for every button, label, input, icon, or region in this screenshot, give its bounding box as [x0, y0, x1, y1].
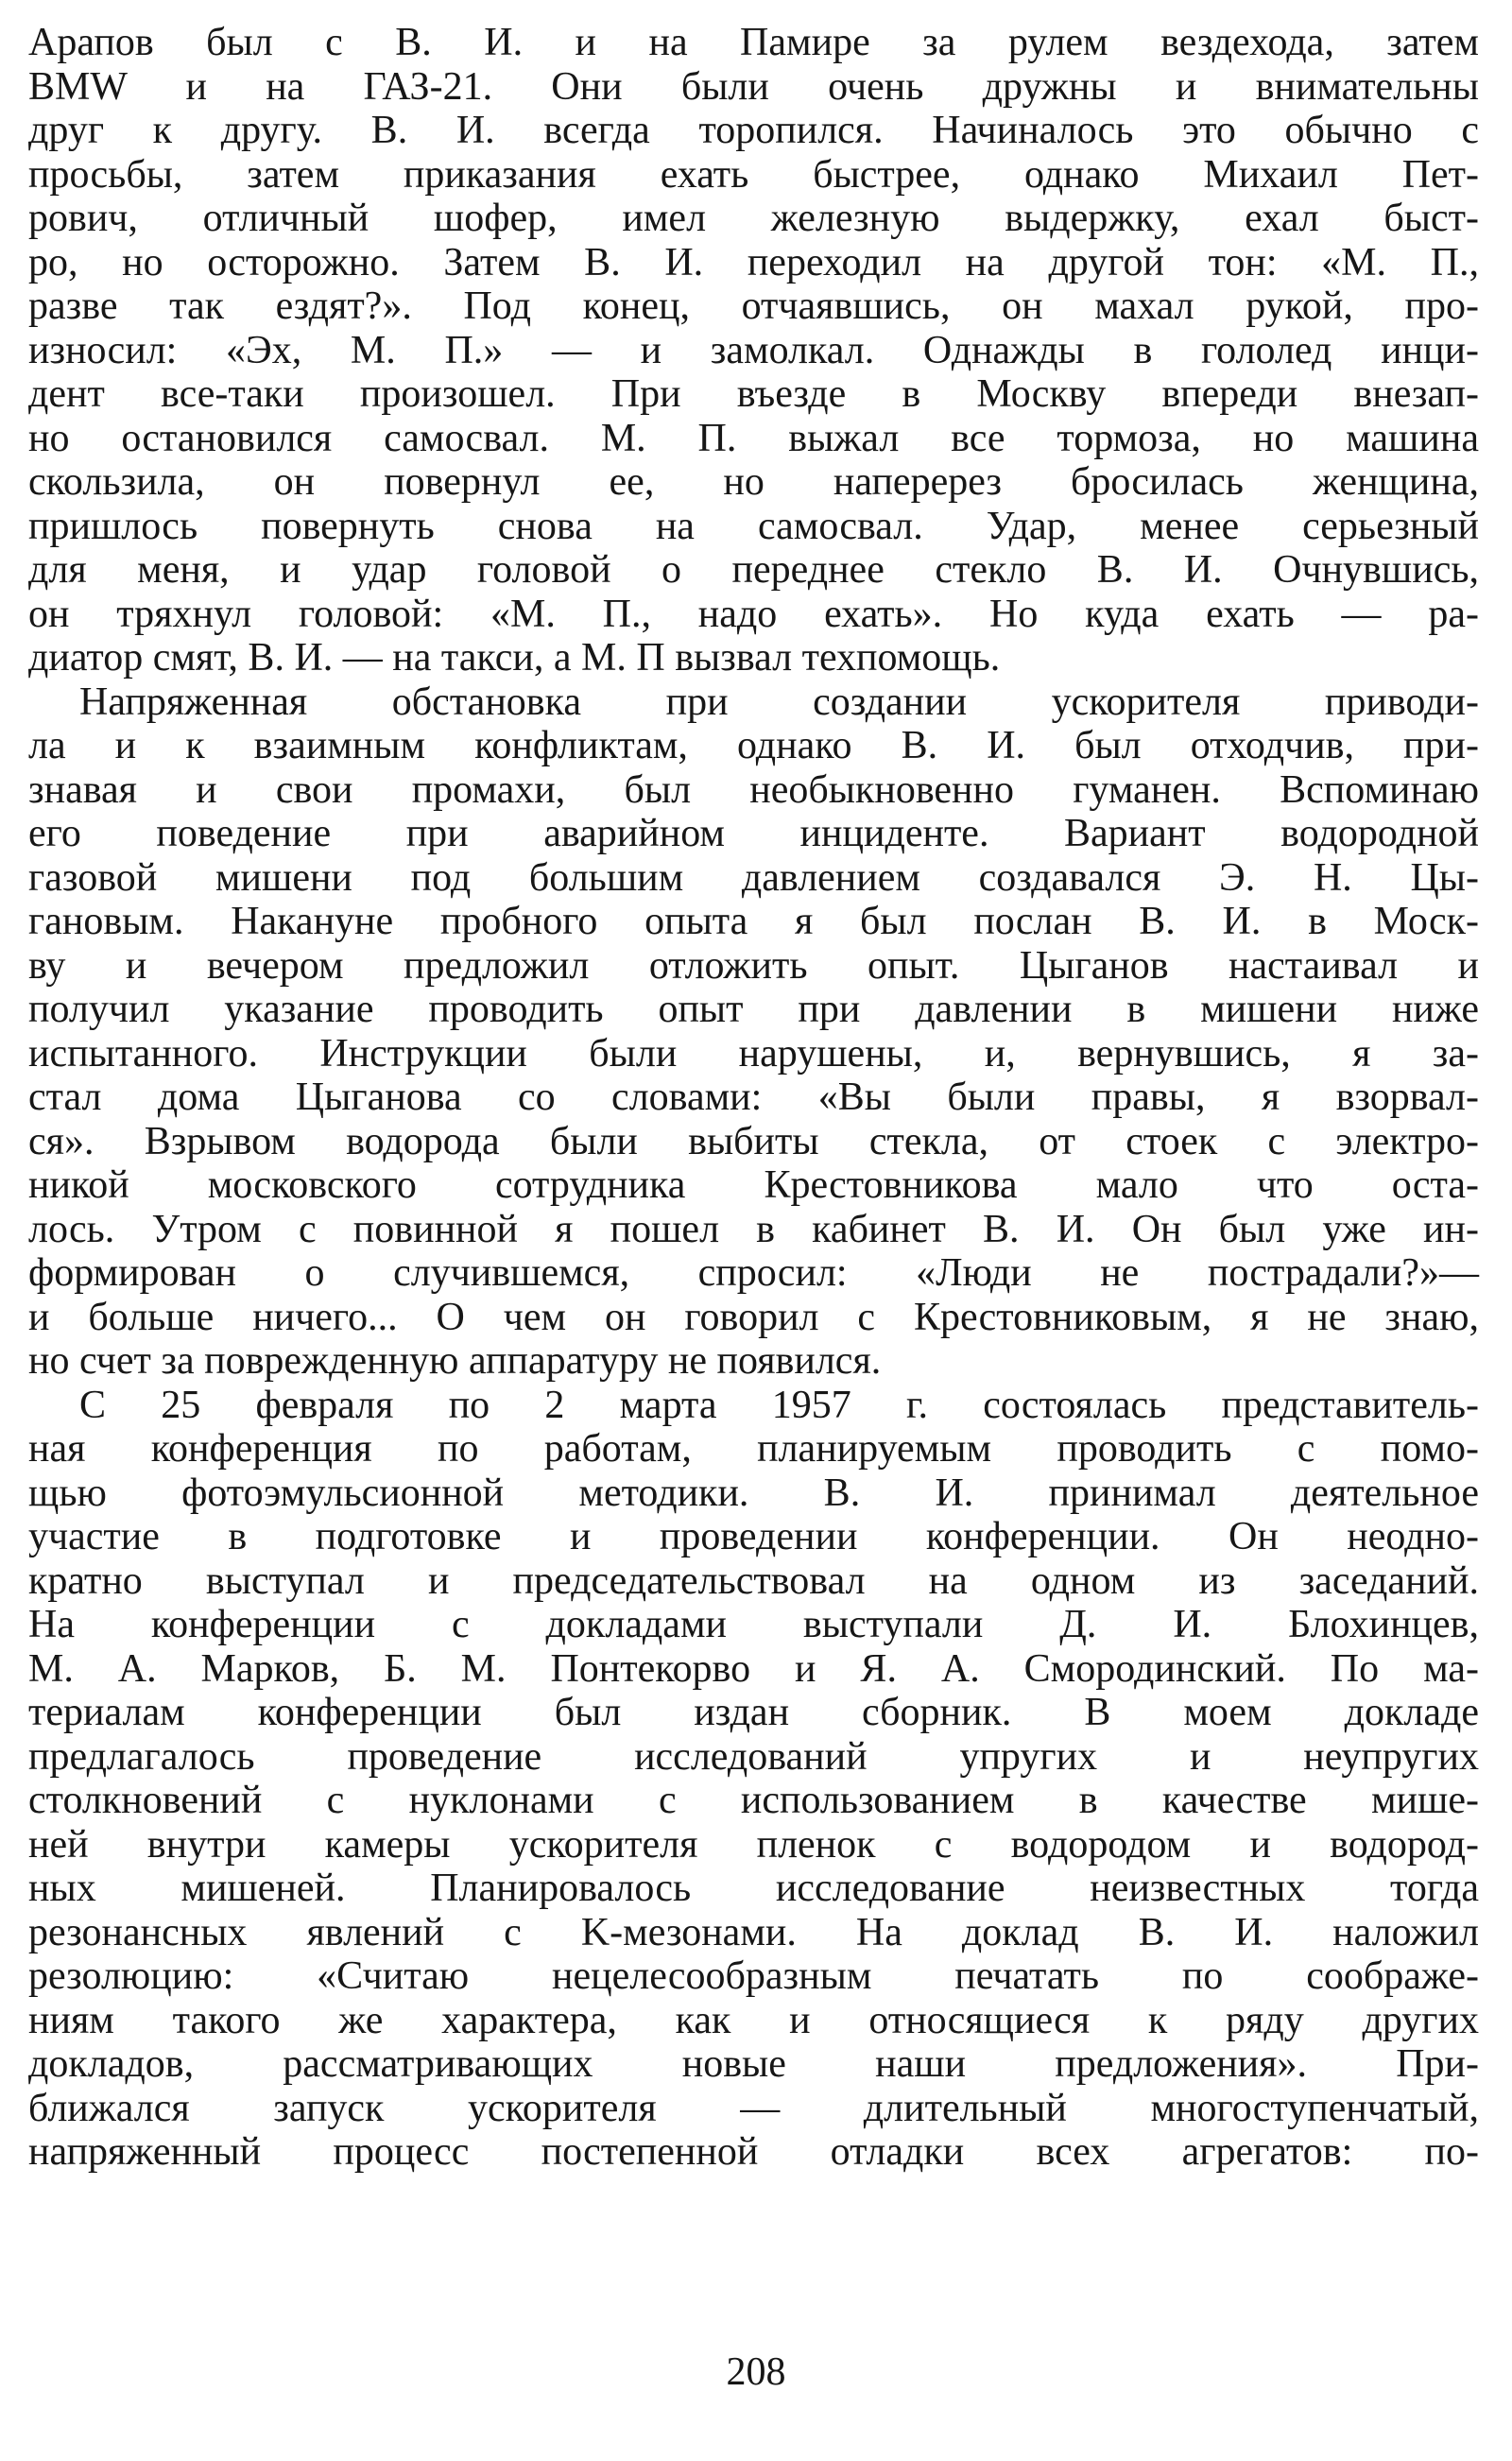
text-line: BMW и на ГАЗ-21. Они были очень дружны и внимательны — [28, 64, 1479, 109]
paragraph-1 — [28, 21, 1479, 680]
text-line: но остановился самосвал. М. П. выжал все тормоза, но машина — [28, 416, 1479, 460]
text-line: На конференции с докладами выступали Д. И. Блохинцев, — [28, 1603, 1479, 1646]
text-line: гановым. Накануне пробного опыта я был послан В. И. в Моск- — [28, 900, 1479, 943]
text-line: пришлось повернуть снова на самосвал. Удар, менее серьезный — [28, 504, 1479, 548]
text-line: дент все-таки произошел. При въезде в Москву впереди внезап- — [28, 372, 1479, 416]
text-line: ся». Взрывом водорода были выбиты стекла, от стоек с электро- — [28, 1119, 1479, 1163]
text-line: никой московского сотрудника Крестовникова мало что оста- — [28, 1163, 1479, 1207]
text-line: рович, отличный шофер, имел железную выдержку, ехал быст- — [28, 197, 1479, 240]
text-line: газовой мишени под большим давлением создавался Э. Н. Цы- — [28, 855, 1479, 900]
text-line: териалам конференции был издан сборник. В моем докладе — [28, 1691, 1479, 1734]
text-line: ву и вечером предложил отложить опыт. Цыганов настаивал и — [28, 943, 1479, 988]
text-line: износил: «Эх, М. П.» — и замолкал. Однажды в гололед инци- — [28, 328, 1479, 372]
text-line: ных мишеней. Планировалось исследование неизвестных тогда — [28, 1867, 1479, 1910]
text-line: он тряхнул головой: «М. П., надо ехать». Но куда ехать — ра- — [28, 592, 1479, 636]
page-number: 208 — [726, 2350, 786, 2394]
text-line: скользила, он повернул ее, но наперерез бросилась женщина, — [28, 460, 1479, 504]
text-line: докладов, рассматривающих новые наши предложения». При- — [28, 2042, 1479, 2086]
text-line: ней внутри камеры ускорителя пленок с водородом и водород- — [28, 1822, 1479, 1867]
text-line: ниям такого же характера, как и относящиеся к ряду других — [28, 1998, 1479, 2042]
text-line: напряженный процесс постепенной отладки всех агрегатов: по- — [28, 2130, 1479, 2174]
text-line: ро, но осторожно. Затем В. И. переходил на другой тон: «М. П., — [28, 240, 1479, 284]
paragraph-2 — [28, 680, 1479, 1384]
text-line: разве так ездят?». Под конец, отчаявшись, он махал рукой, про- — [28, 284, 1479, 328]
text-line: получил указание проводить опыт при давлении в мишени ниже — [28, 988, 1479, 1031]
text-line: просьбы, затем приказания ехать быстрее, однако Михаил Пет- — [28, 152, 1479, 197]
text-line: резолюцию: «Считаю нецелесообразным печатать по соображе- — [28, 1954, 1479, 1998]
text-line: стал дома Цыганова со словами: «Вы были правы, я взорвал- — [28, 1076, 1479, 1119]
text-line: формирован о случившемся, спросил: «Люди не пострадали?»— — [28, 1251, 1479, 1295]
text-line: диатор смят, В. И. — на такси, а М. П вызвал техпомощь. — [28, 636, 1001, 680]
text-line: М. А. Марков, Б. М. Понтекорво и Я. А. Смородинский. По ма- — [28, 1646, 1479, 1691]
text-line: знавая и свои промахи, был необыкновенно гуманен. Вспоминаю — [28, 767, 1479, 812]
text-line: испытанного. Инструкции были нарушены, и, вернувшись, я за- — [28, 1031, 1479, 1076]
text-line: для меня, и удар головой о переднее стекло В. И. Очнувшись, — [28, 548, 1479, 592]
text-line: но счет за поврежденную аппаратуру не появился. — [28, 1339, 882, 1383]
book-page — [28, 21, 1479, 2175]
text-line: кратно выступал и председательствовал на одном из заседаний. — [28, 1558, 1479, 1603]
text-line: Арапов был с В. И. и на Памире за рулем вездехода, затем — [28, 21, 1479, 64]
text-line: резонансных явлений с K-мезонами. На доклад В. И. наложил — [28, 1910, 1479, 1954]
text-line: предлагалось проведение исследований упругих и неупругих — [28, 1734, 1479, 1779]
text-line: ла и к взаимным конфликтам, однако В. И. был отходчив, при- — [28, 724, 1479, 767]
text-line: Напряженная обстановка при создании ускорителя приводи- — [79, 680, 1479, 724]
text-line: его поведение при аварийном инциденте. Вариант водородной — [28, 812, 1479, 855]
text-line: щью фотоэмульсионной методики. В. И. принимал деятельное — [28, 1471, 1479, 1515]
text-line: ная конференция по работам, планируемым проводить с помо- — [28, 1427, 1479, 1471]
text-line: участие в подготовке и проведении конференции. Он неодно- — [28, 1515, 1479, 1558]
text-line: столкновений с нуклонами с использованием в качестве мише- — [28, 1779, 1479, 1822]
text-line: и больше ничего... О чем он говорил с Крестовниковым, я не знаю, — [28, 1295, 1479, 1339]
text-line: друг к другу. В. И. всегда торопился. Начиналось это обычно с — [28, 109, 1479, 152]
paragraph-3 — [28, 1384, 1479, 2175]
text-line: лось. Утром с повинной я пошел в кабинет В. И. Он был уже ин- — [28, 1207, 1479, 1251]
text-line: ближался запуск ускорителя — длительный многоступенчатый, — [28, 2086, 1479, 2130]
text-line: С 25 февраля по 2 марта 1957 г. состоялась представитель- — [79, 1383, 1479, 1427]
